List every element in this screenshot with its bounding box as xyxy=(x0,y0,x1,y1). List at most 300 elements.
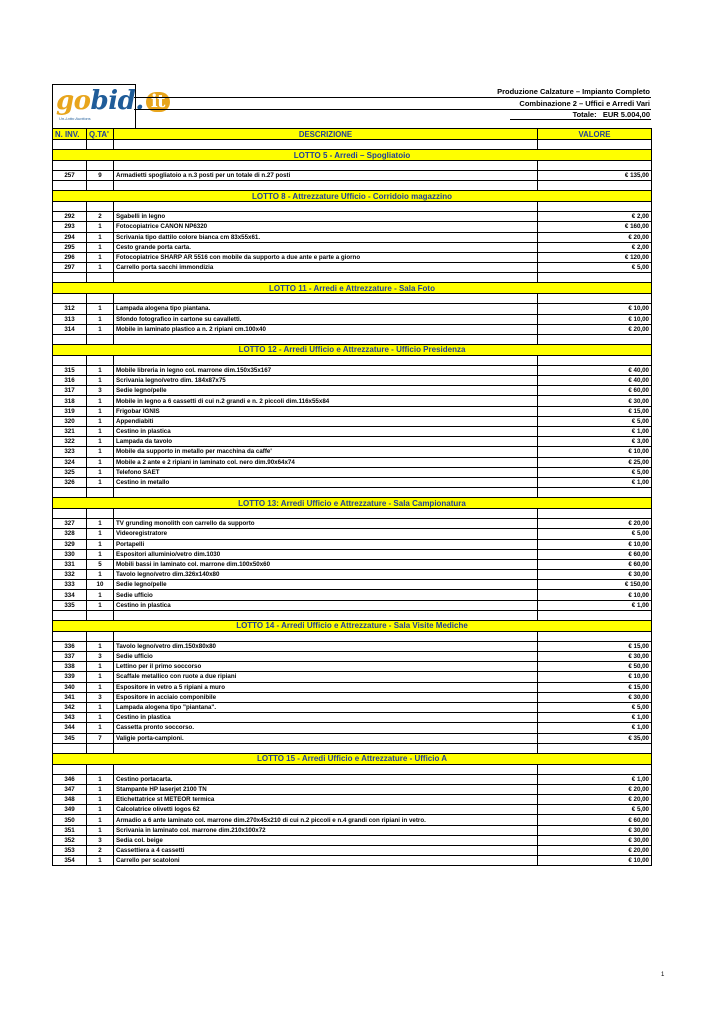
table-row xyxy=(53,232,652,242)
table-row xyxy=(53,570,652,580)
blank-cell xyxy=(114,294,538,304)
quantity: 2 xyxy=(87,212,114,222)
blank-cell xyxy=(53,743,87,753)
description: Cestino in plastica xyxy=(114,427,538,437)
blank-cell xyxy=(87,140,114,150)
quantity: 1 xyxy=(87,252,114,262)
value: € 40,00 xyxy=(538,376,652,386)
quantity: 1 xyxy=(87,427,114,437)
blank-cell xyxy=(87,355,114,365)
description: Sedie ufficio xyxy=(114,652,538,662)
value: € 2,00 xyxy=(538,212,652,222)
blank-cell xyxy=(114,743,538,753)
table-row xyxy=(53,672,652,682)
blank-row xyxy=(53,631,652,641)
table-row xyxy=(53,559,652,569)
blank-cell xyxy=(87,610,114,620)
table-row xyxy=(53,784,652,794)
quantity: 1 xyxy=(87,232,114,242)
table-row xyxy=(53,447,652,457)
value: € 120,00 xyxy=(538,252,652,262)
blank-cell xyxy=(87,509,114,519)
value: € 5,00 xyxy=(538,263,652,273)
description: Mobile da supporto in metallo per macchina da caffe' xyxy=(114,447,538,457)
table-row xyxy=(53,641,652,651)
description: Mobile in legno a 6 cassetti di cui n.2 grandi e n. 2 piccoli dim.116x55x84 xyxy=(114,396,538,406)
blank-row xyxy=(53,202,652,212)
value: € 15,00 xyxy=(538,682,652,692)
blank-cell xyxy=(53,355,87,365)
quantity: 1 xyxy=(87,702,114,712)
inv-number: 323 xyxy=(53,447,87,457)
description: Tavolo legno/vetro dim.150x80x80 xyxy=(114,641,538,651)
inv-number: 314 xyxy=(53,324,87,334)
logo-it: it xyxy=(146,92,170,112)
inv-number: 338 xyxy=(53,662,87,672)
inv-number: 342 xyxy=(53,702,87,712)
quantity: 1 xyxy=(87,815,114,825)
table-row xyxy=(53,406,652,416)
description: Scaffale metallico con ruote a due ripiani xyxy=(114,672,538,682)
value: € 60,00 xyxy=(538,549,652,559)
blank-cell xyxy=(87,631,114,641)
blank-cell xyxy=(538,181,652,191)
blank-cell xyxy=(538,631,652,641)
inv-number: 344 xyxy=(53,723,87,733)
blank-cell xyxy=(114,334,538,344)
inv-number: 343 xyxy=(53,713,87,723)
blank-cell xyxy=(538,161,652,171)
value: € 5,00 xyxy=(538,467,652,477)
table-row xyxy=(53,815,652,825)
quantity: 3 xyxy=(87,386,114,396)
inv-number: 334 xyxy=(53,590,87,600)
description: Cassetta pronto soccorso. xyxy=(114,723,538,733)
blank-cell xyxy=(538,273,652,283)
inv-number: 349 xyxy=(53,805,87,815)
blank-cell xyxy=(114,273,538,283)
logo-go: go xyxy=(56,86,91,116)
blank-row xyxy=(53,355,652,365)
value: € 1,00 xyxy=(538,600,652,610)
blank-cell xyxy=(538,294,652,304)
description: Mobili bassi in laminato col. marrone dim.100x50x60 xyxy=(114,559,538,569)
inv-number: 296 xyxy=(53,252,87,262)
value: € 160,00 xyxy=(538,222,652,232)
inv-number: 315 xyxy=(53,365,87,375)
blank-cell xyxy=(53,273,87,283)
description: Cestino portacarta. xyxy=(114,774,538,784)
lotto-title: LOTTO 14 - Arredi Ufficio e Attrezzature - Sala Visite Mediche xyxy=(53,620,652,631)
table-row xyxy=(53,396,652,406)
value: € 1,00 xyxy=(538,477,652,487)
inv-number: 297 xyxy=(53,263,87,273)
description: Calcolatrice olivetti logos 62 xyxy=(114,805,538,815)
table-row xyxy=(53,171,652,181)
lotto-header-row xyxy=(53,283,652,294)
table-row xyxy=(53,692,652,702)
value: € 1,00 xyxy=(538,723,652,733)
description: Cassettiera a 4 cassetti xyxy=(114,846,538,856)
value: € 150,00 xyxy=(538,580,652,590)
logo-bid: bid. xyxy=(90,86,144,116)
value: € 30,00 xyxy=(538,570,652,580)
quantity: 3 xyxy=(87,692,114,702)
inv-number: 332 xyxy=(53,570,87,580)
value: € 50,00 xyxy=(538,662,652,672)
blank-cell xyxy=(53,140,87,150)
inv-number: 329 xyxy=(53,539,87,549)
blank-row xyxy=(53,294,652,304)
inv-number: 347 xyxy=(53,784,87,794)
table-row xyxy=(53,222,652,232)
inv-number: 318 xyxy=(53,396,87,406)
blank-cell xyxy=(53,488,87,498)
quantity: 1 xyxy=(87,314,114,324)
blank-cell xyxy=(114,140,538,150)
blank-row xyxy=(53,610,652,620)
value: € 10,00 xyxy=(538,672,652,682)
quantity: 1 xyxy=(87,570,114,580)
column-header-row xyxy=(53,129,652,140)
inv-number: 317 xyxy=(53,386,87,396)
table-row xyxy=(53,682,652,692)
header-line2: Combinazione 2 – Uffici e Arredi Vari xyxy=(519,99,650,108)
value: € 135,00 xyxy=(538,171,652,181)
table-row xyxy=(53,662,652,672)
description: Espositore in vetro a 5 ripiani a muro xyxy=(114,682,538,692)
table-row xyxy=(53,314,652,324)
blank-cell xyxy=(114,509,538,519)
gobid-logo xyxy=(56,88,170,114)
quantity: 1 xyxy=(87,447,114,457)
table-row xyxy=(53,856,652,866)
blank-cell xyxy=(538,140,652,150)
blank-cell xyxy=(114,631,538,641)
value: € 30,00 xyxy=(538,652,652,662)
table-row xyxy=(53,733,652,743)
blank-cell xyxy=(53,334,87,344)
description: Armadio a 6 ante laminato col. marrone dim.270x45x210 di cui n.2 piccoli e n.4 grandi con ripiani in vetro. xyxy=(114,815,538,825)
quantity: 5 xyxy=(87,559,114,569)
blank-cell xyxy=(538,610,652,620)
quantity: 1 xyxy=(87,324,114,334)
inv-number: 313 xyxy=(53,314,87,324)
table-row xyxy=(53,713,652,723)
description: TV grunding monolith con carrello da supporto xyxy=(114,519,538,529)
quantity: 1 xyxy=(87,856,114,866)
value: € 20,00 xyxy=(538,519,652,529)
quantity: 1 xyxy=(87,365,114,375)
inv-number: 293 xyxy=(53,222,87,232)
table-row xyxy=(53,774,652,784)
inv-number: 335 xyxy=(53,600,87,610)
inv-number: 354 xyxy=(53,856,87,866)
description: Espositori alluminio/vetro dim.1030 xyxy=(114,549,538,559)
lotto-header-row xyxy=(53,191,652,202)
table-row xyxy=(53,416,652,426)
value: € 25,00 xyxy=(538,457,652,467)
description: Sedia col. beige xyxy=(114,835,538,845)
description: Mobile a 2 ante e 2 ripiani in laminato col. nero dim.90x64x74 xyxy=(114,457,538,467)
table-row xyxy=(53,846,652,856)
table-row xyxy=(53,795,652,805)
quantity: 1 xyxy=(87,437,114,447)
inv-number: 324 xyxy=(53,457,87,467)
value: € 5,00 xyxy=(538,805,652,815)
description: Espositore in acciaio componibile xyxy=(114,692,538,702)
description: Armadietti spogliatoio a n.3 posti per un totale di n.27 posti xyxy=(114,171,538,181)
blank-row xyxy=(53,334,652,344)
table-row xyxy=(53,825,652,835)
blank-cell xyxy=(87,488,114,498)
value: € 30,00 xyxy=(538,825,652,835)
inv-number: 351 xyxy=(53,825,87,835)
value: € 35,00 xyxy=(538,733,652,743)
blank-cell xyxy=(114,610,538,620)
inv-number: 348 xyxy=(53,795,87,805)
lotto-title: LOTTO 15 - Arredi Ufficio e Attrezzature - Ufficio A xyxy=(53,753,652,764)
inv-number: 321 xyxy=(53,427,87,437)
description: Sedie legno/pelle xyxy=(114,386,538,396)
table-row xyxy=(53,376,652,386)
description: Telefono SAET xyxy=(114,467,538,477)
table-row xyxy=(53,242,652,252)
description: Carrello porta sacchi immondizia xyxy=(114,263,538,273)
blank-row xyxy=(53,488,652,498)
blank-cell xyxy=(114,181,538,191)
description: Cestino in plastica xyxy=(114,713,538,723)
inv-number: 336 xyxy=(53,641,87,651)
value: € 30,00 xyxy=(538,835,652,845)
description: Mobile libreria in legno col. marrone dim.150x35x167 xyxy=(114,365,538,375)
quantity: 1 xyxy=(87,376,114,386)
quantity: 7 xyxy=(87,733,114,743)
description: Lampada alogena tipo "piantana". xyxy=(114,702,538,712)
blank-cell xyxy=(53,161,87,171)
quantity: 3 xyxy=(87,652,114,662)
lotto-header-row xyxy=(53,753,652,764)
blank-cell xyxy=(87,181,114,191)
blank-cell xyxy=(87,743,114,753)
blank-row xyxy=(53,509,652,519)
inv-number: 340 xyxy=(53,682,87,692)
description: Valigie porta-campioni. xyxy=(114,733,538,743)
blank-row xyxy=(53,764,652,774)
inv-number: 319 xyxy=(53,406,87,416)
blank-cell xyxy=(87,161,114,171)
quantity: 1 xyxy=(87,406,114,416)
value: € 10,00 xyxy=(538,539,652,549)
quantity: 1 xyxy=(87,713,114,723)
description: Cestino in plastica xyxy=(114,600,538,610)
value: € 3,00 xyxy=(538,437,652,447)
description: Cestino in metallo xyxy=(114,477,538,487)
value: € 10,00 xyxy=(538,314,652,324)
lotto-title: LOTTO 11 - Arredi e Attrezzature - Sala Foto xyxy=(53,283,652,294)
description: Lampada da tavolo xyxy=(114,437,538,447)
value: € 2,00 xyxy=(538,242,652,252)
quantity: 1 xyxy=(87,304,114,314)
blank-row xyxy=(53,140,652,150)
inv-number: 325 xyxy=(53,467,87,477)
description: Sedie legno/pelle xyxy=(114,580,538,590)
description: Appendiabiti xyxy=(114,416,538,426)
blank-cell xyxy=(87,764,114,774)
blank-cell xyxy=(538,488,652,498)
lotto-header-row xyxy=(53,150,652,161)
header-total xyxy=(573,110,650,119)
inv-number: 312 xyxy=(53,304,87,314)
blank-row xyxy=(53,743,652,753)
description: Etichettatrice st METEOR termica xyxy=(114,795,538,805)
table-row xyxy=(53,457,652,467)
table-row xyxy=(53,427,652,437)
table-row xyxy=(53,580,652,590)
value: € 20,00 xyxy=(538,232,652,242)
value: € 20,00 xyxy=(538,795,652,805)
description: Sedie ufficio xyxy=(114,590,538,600)
quantity: 1 xyxy=(87,784,114,794)
col-inv-header: N. INV. xyxy=(53,129,87,140)
description: Lampada alogena tipo piantana. xyxy=(114,304,538,314)
inv-number: 350 xyxy=(53,815,87,825)
quantity: 1 xyxy=(87,457,114,467)
table-row xyxy=(53,467,652,477)
description: Fotocopiatrice SHARP AR 5516 con mobile da supporto a due ante e parte a giorno xyxy=(114,252,538,262)
lotto-title: LOTTO 5 - Arredi – Spogliatoio xyxy=(53,150,652,161)
blank-cell xyxy=(87,202,114,212)
inv-number: 345 xyxy=(53,733,87,743)
blank-cell xyxy=(53,509,87,519)
table-row xyxy=(53,835,652,845)
table-row xyxy=(53,519,652,529)
value: € 20,00 xyxy=(538,784,652,794)
value: € 20,00 xyxy=(538,846,652,856)
table-row xyxy=(53,212,652,222)
inv-number: 353 xyxy=(53,846,87,856)
blank-cell xyxy=(538,764,652,774)
blank-cell xyxy=(114,488,538,498)
lotto-header-row xyxy=(53,498,652,509)
inv-number: 327 xyxy=(53,519,87,529)
quantity: 1 xyxy=(87,396,114,406)
quantity: 3 xyxy=(87,835,114,845)
quantity: 1 xyxy=(87,662,114,672)
value: € 1,00 xyxy=(538,774,652,784)
inventory-body xyxy=(53,129,652,866)
blank-row xyxy=(53,273,652,283)
quantity: 1 xyxy=(87,672,114,682)
inv-number: 320 xyxy=(53,416,87,426)
inv-number: 316 xyxy=(53,376,87,386)
table-row xyxy=(53,652,652,662)
value: € 40,00 xyxy=(538,365,652,375)
lotto-title: LOTTO 8 - Attrezzature Ufficio - Corridoio magazzino xyxy=(53,191,652,202)
description: Tavolo legno/vetro dim.326x140x80 xyxy=(114,570,538,580)
table-row xyxy=(53,252,652,262)
blank-cell xyxy=(53,181,87,191)
table-row xyxy=(53,477,652,487)
table-row xyxy=(53,600,652,610)
description: Scrivania legno/vetro dim. 184x87x75 xyxy=(114,376,538,386)
value: € 30,00 xyxy=(538,396,652,406)
quantity: 9 xyxy=(87,171,114,181)
inv-number: 346 xyxy=(53,774,87,784)
blank-cell xyxy=(87,294,114,304)
quantity: 1 xyxy=(87,477,114,487)
value: € 30,00 xyxy=(538,692,652,702)
table-row xyxy=(53,805,652,815)
blank-cell xyxy=(114,202,538,212)
table-row xyxy=(53,263,652,273)
table-row xyxy=(53,702,652,712)
page-number: 1 xyxy=(661,972,665,978)
col-qty-header: Q.TA' xyxy=(87,129,114,140)
col-desc-header: DESCRIZIONE xyxy=(114,129,538,140)
quantity: 1 xyxy=(87,467,114,477)
value: € 1,00 xyxy=(538,713,652,723)
total-value: EUR 5.004,00 xyxy=(602,110,650,119)
description: Videoregistratore xyxy=(114,529,538,539)
inv-number: 292 xyxy=(53,212,87,222)
quantity: 1 xyxy=(87,795,114,805)
inv-number: 257 xyxy=(53,171,87,181)
description: Mobile in laminato plastico a n. 2 ripiani cm.100x40 xyxy=(114,324,538,334)
table-row xyxy=(53,539,652,549)
description: Scrivania in laminato col. marrone dim.210x100x72 xyxy=(114,825,538,835)
inv-number: 352 xyxy=(53,835,87,845)
table-row xyxy=(53,590,652,600)
table-row xyxy=(53,549,652,559)
blank-cell xyxy=(538,355,652,365)
quantity: 1 xyxy=(87,774,114,784)
description: Stampante HP laserjet 2100 TN xyxy=(114,784,538,794)
quantity: 1 xyxy=(87,519,114,529)
inv-number: 339 xyxy=(53,672,87,682)
blank-cell xyxy=(53,202,87,212)
table-row xyxy=(53,529,652,539)
table-row xyxy=(53,723,652,733)
inv-number: 341 xyxy=(53,692,87,702)
description: Portapelli xyxy=(114,539,538,549)
blank-cell xyxy=(87,334,114,344)
blank-cell xyxy=(53,764,87,774)
description: Cesto grande porta carta. xyxy=(114,242,538,252)
blank-cell xyxy=(53,294,87,304)
blank-cell xyxy=(87,273,114,283)
inv-number: 295 xyxy=(53,242,87,252)
description: Lettino per il primo soccorso xyxy=(114,662,538,672)
blank-row xyxy=(53,181,652,191)
description: Sfondo fotografico in cartone su cavalletti. xyxy=(114,314,538,324)
quantity: 1 xyxy=(87,539,114,549)
description: Scrivania tipo dattilo colore bianca cm 83x55x61. xyxy=(114,232,538,242)
quantity: 2 xyxy=(87,846,114,856)
inv-number: 322 xyxy=(53,437,87,447)
lotto-header-row xyxy=(53,620,652,631)
value: € 15,00 xyxy=(538,406,652,416)
value: € 60,00 xyxy=(538,386,652,396)
quantity: 1 xyxy=(87,242,114,252)
quantity: 1 xyxy=(87,682,114,692)
blank-cell xyxy=(114,355,538,365)
value: € 60,00 xyxy=(538,815,652,825)
blank-cell xyxy=(53,631,87,641)
blank-cell xyxy=(538,509,652,519)
inv-number: 326 xyxy=(53,477,87,487)
inv-number: 294 xyxy=(53,232,87,242)
